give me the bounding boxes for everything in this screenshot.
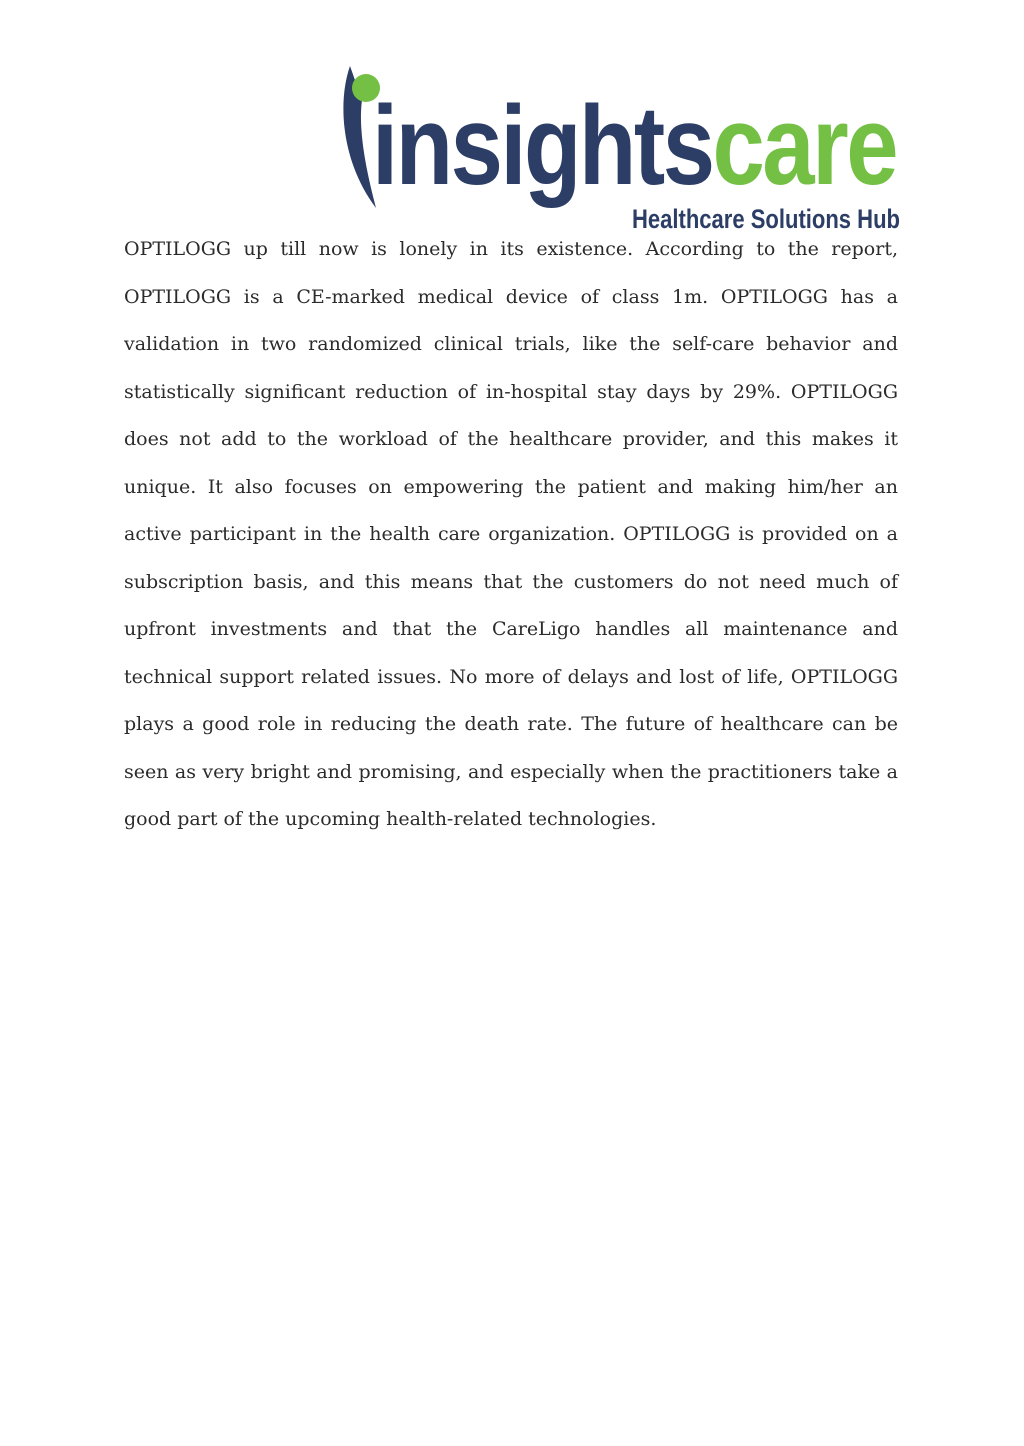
article-paragraph: OPTILOGG up till now is lonely in its existence. According to the report, OPTILOGG is a CE-marked medical device of class 1m. OPTILOGG has a validation in two randomized clinical trials, like the self-care behavior and statistically significant reduction of in-hospital stay days by 29%. OPTILOGG does not add to the workload of the healthcare provider, and this makes it unique. It also focuses on empowering the patient and making him/her an active participant in the health care organization. OPTILOGG is provided on a subscription basis, and this means that the customers do not need much of upfront investments and that the CareLigo handles all maintenance and technical support related issues. No more of delays and lost of life, OPTILOGG plays a good role in reducing the death rate. The future of healthcare can be seen as very bright and promising, and especially when the practitioners take a good part of the upcoming health-related technologies.	[124, 238, 898, 830]
logo-wordmark-care: care	[712, 83, 931, 208]
insightscare-logo-graphic	[336, 60, 931, 236]
logo-tagline: Healthcare Solutions Hub	[632, 204, 900, 234]
svg-text:insightscare	[372, 83, 931, 208]
insightscare-logo	[336, 60, 931, 236]
logo-wordmark-insights: insights	[372, 83, 778, 208]
